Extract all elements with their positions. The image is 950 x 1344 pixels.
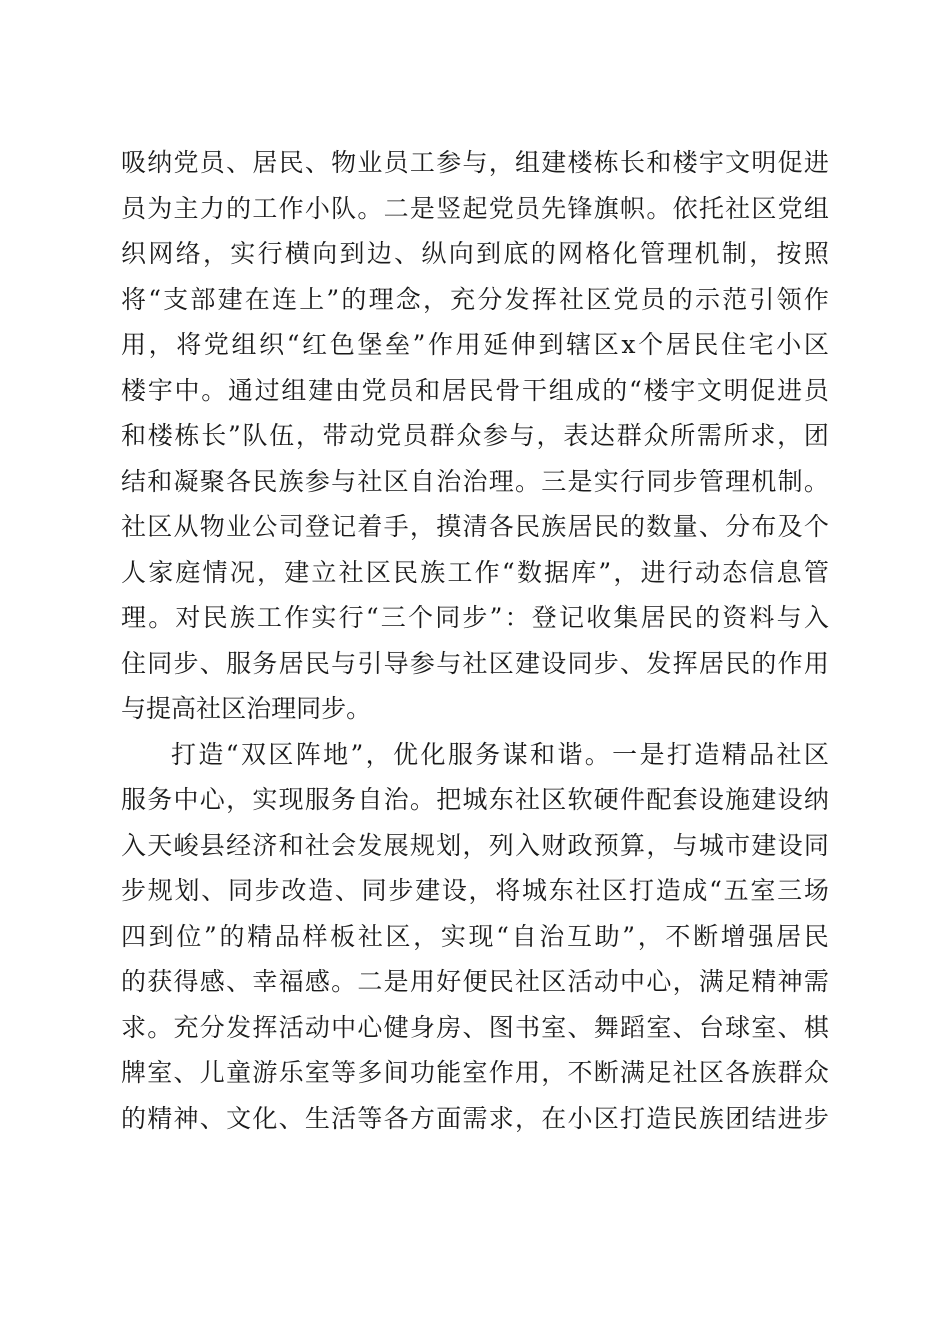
text-line: 织 网 络 ， 实 行 横 向 到 边 、 纵 向 到 底 的 网 格 化 管 理 机 制 ， 按 照 [121,239,829,268]
text-line: 打 造 “ 双 区 阵 地 ” ， 优 化 服 务 谋 和 谐 。 一 是 打 造 精 品 社 区 [171,739,829,769]
text-line: 楼 宇 中 。 通 过 组 建 由 党 员 和 居 民 骨 干 组 成 的 “ 楼 宇 文 明 促 进 员 [121,375,829,405]
text-line: 人 家 庭 情 况 ， 建 立 社 区 民 族 工 作 “ 数 据 库 ” ， 进 行 动 态 信 息 管 [121,557,829,587]
text-line: 将 “ 支 部 建 在 连 上 ” 的 理 念 ， 充 分 发 挥 社 区 党 员 的 示 范 引 领 作 [121,284,829,314]
text-line: 与 提 高 社 区 治 理 同 步 。 [121,694,372,723]
text-line: 社 区 从 物 业 公 司 登 记 着 手 ， 摸 清 各 民 族 居 民 的 数 量 、 分 布 及 个 [121,512,829,541]
text-line: 的 精 神 、 文 化 、 生 活 等 各 方 面 需 求 ， 在 小 区 打 造 民 族 团 结 进 步 [121,1103,829,1133]
text-line: 住 同 步 、 服 务 居 民 与 引 导 参 与 社 区 建 设 同 步 、 发 挥 居 民 的 作 用 [121,648,829,678]
text-line: 入 天 峻 县 经 济 和 社 会 发 展 规 划 ， 列 入 财 政 预 算 ， 与 城 市 建 设 同 [121,830,829,860]
text-line: 四 到 位 ” 的 精 品 样 板 社 区 ， 实 现 “ 自 治 互 助 ” ， 不 断 增 强 居 民 [121,921,829,951]
text-line: 求 。 充 分 发 挥 活 动 中 心 健 身 房 、 图 书 室 、 舞 蹈 室 、 台 球 室 、 棋 [121,1012,829,1042]
text-line: 服 务 中 心 ， 实 现 服 务 自 治 。 把 城 东 社 区 软 硬 件 配 套 设 施 建 设 纳 [121,785,829,814]
text-line: 理 。 对 民 族 工 作 实 行 “ 三 个 同 步 ” ： 登 记 收 集 居 民 的 资 料 与 入 [121,603,829,632]
text-line: 牌 室 、 儿 童 游 乐 室 等 多 间 功 能 室 作 用 ， 不 断 满 足 社 区 各 族 群 众 [121,1058,829,1087]
text-line: 步 规 划 、 同 步 改 造 、 同 步 建 设 ， 将 城 东 社 区 打 造 成 “ 五 室 三 场 [121,876,829,905]
text-line: 结 和 凝 聚 各 民 族 参 与 社 区 自 治 治 理 。 三 是 实 行 同 步 管 理 机 制 。 [121,466,829,496]
text-line: 员 为 主 力 的 工 作 小 队 。 二 是 竖 起 党 员 先 锋 旗 帜 。 依 托 社 区 党 组 [121,193,829,223]
text-line: 吸 纳 党 员 、 居 民 、 物 业 员 工 参 与 ， 组 建 楼 栋 长 和 楼 宇 文 明 促 进 [121,148,829,177]
body-text [121,140,829,1141]
text-line: 的 获 得 感 、 幸 福 感 。 二 是 用 好 便 民 社 区 活 动 中 心 ， 满 足 精 神 需 [121,967,829,996]
text-line: 和 楼 栋 长 ” 队 伍 ， 带 动 党 员 群 众 参 与 ， 表 达 群 众 所 需 所 求 ， 团 [121,421,829,450]
text-line: 用 ， 将 党 组 织 “ 红 色 堡 垒 ” 作 用 延 伸 到 辖 区 x 个 居 民 住 宅 小 区 [121,330,829,359]
